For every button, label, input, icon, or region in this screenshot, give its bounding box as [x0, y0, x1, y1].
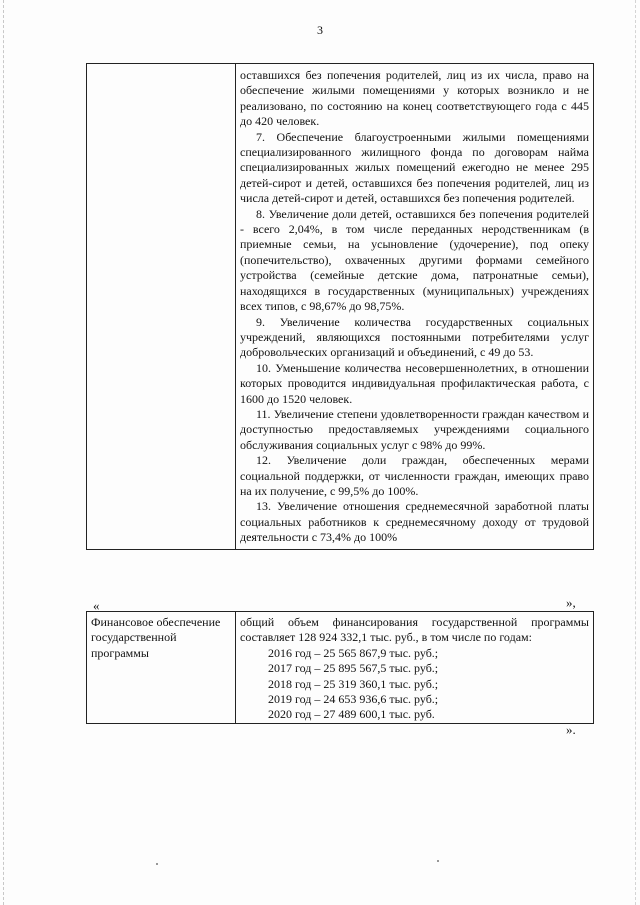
table-left-cell — [87, 64, 236, 550]
paragraph: 10. Уменьшение количества несовершеннолетних, в отношении которых проводится индивидуальная профилактическая работа, с 1600 до 1520 человек. — [240, 360, 589, 406]
closing-quote: », — [566, 595, 576, 610]
table-row — [87, 64, 594, 550]
financing-year-line: 2017 год – 25 895 567,5 тыс. руб.; — [268, 661, 439, 676]
program-targets-table — [86, 63, 594, 550]
table-right-cell — [236, 64, 594, 550]
paragraph: 7. Обеспечение благоустроенными жилыми помещениями специализированного жилищного фонда по договорам найма специализированных жилых помещений ежегодно не менее 295 детей-сирот и детей, оставшихся без попечения родителей, лиц из числа детей-сирот и детей, оставшихся без попечения родителей. — [240, 129, 589, 206]
scan-speck — [156, 863, 158, 865]
paragraph: 11. Увеличение степени удовлетворенности граждан качеством и доступностью предоставляемых учреждениями социального обслуживания социальных услуг с 98% до 99%. — [240, 406, 589, 452]
page-number: 3 — [317, 23, 323, 37]
opening-quote: « — [93, 598, 100, 613]
paragraph: 13. Увеличение отношения среднемесячной заработной платы социальных работников к среднемесячному доходу от трудовой деятельности с 73,4% до 100% — [240, 499, 589, 545]
paragraph: 9. Увеличение количества государственных социальных учреждений, являющихся постоянными потребителями услуг добровольческих организаций и объединений, с 49 до 53. — [240, 314, 589, 360]
financing-year-line: 2020 год – 27 489 600,1 тыс. руб. — [268, 707, 435, 722]
financing-details — [236, 612, 594, 724]
financing-table — [86, 611, 594, 724]
paragraph: оставшихся без попечения родителей, лиц из их числа, право на обеспечение жилыми помещениями у которых возникло и не реализовано, по состоянию на конец соответствующего года с 445 до 420 человек. — [240, 68, 589, 129]
financing-intro: общий объем финансирования государственной программы составляет 128 924 332,1 тыс. руб., в том числе по годам: — [240, 615, 589, 645]
page-edge-left — [3, 0, 4, 905]
closing-quote: ». — [566, 722, 576, 737]
financing-year-line: 2018 год – 25 319 360,1 тыс. руб.; — [268, 676, 439, 691]
scan-speck — [437, 860, 439, 862]
financing-label: Финансовое обеспечение государственной программы — [87, 612, 236, 724]
paragraph: 8. Увеличение доли детей, оставшихся без попечения родителей - всего 2,04%, в том числе переданных неродственникам (в приемные семьи, на усыновление (удочерение), под опеку (попечительство), охваченных другими формами семейного устройства (семейные детские дома, патронатные семьи), находящихся в государственных (муниципальных) учреждениях всех типов, с 98,67% до 98,75%. — [240, 206, 589, 314]
table-row — [87, 612, 594, 724]
paragraph: 12. Увеличение доли граждан, обеспеченных мерами социальной поддержки, от численности граждан, имеющих право на их получение, с 99,5% до 100%. — [240, 453, 589, 498]
page-edge-right — [635, 0, 636, 905]
financing-year-line: 2016 год – 25 565 867,9 тыс. руб.; — [268, 645, 439, 660]
financing-year-line: 2019 год – 24 653 936,6 тыс. руб.; — [268, 692, 439, 707]
